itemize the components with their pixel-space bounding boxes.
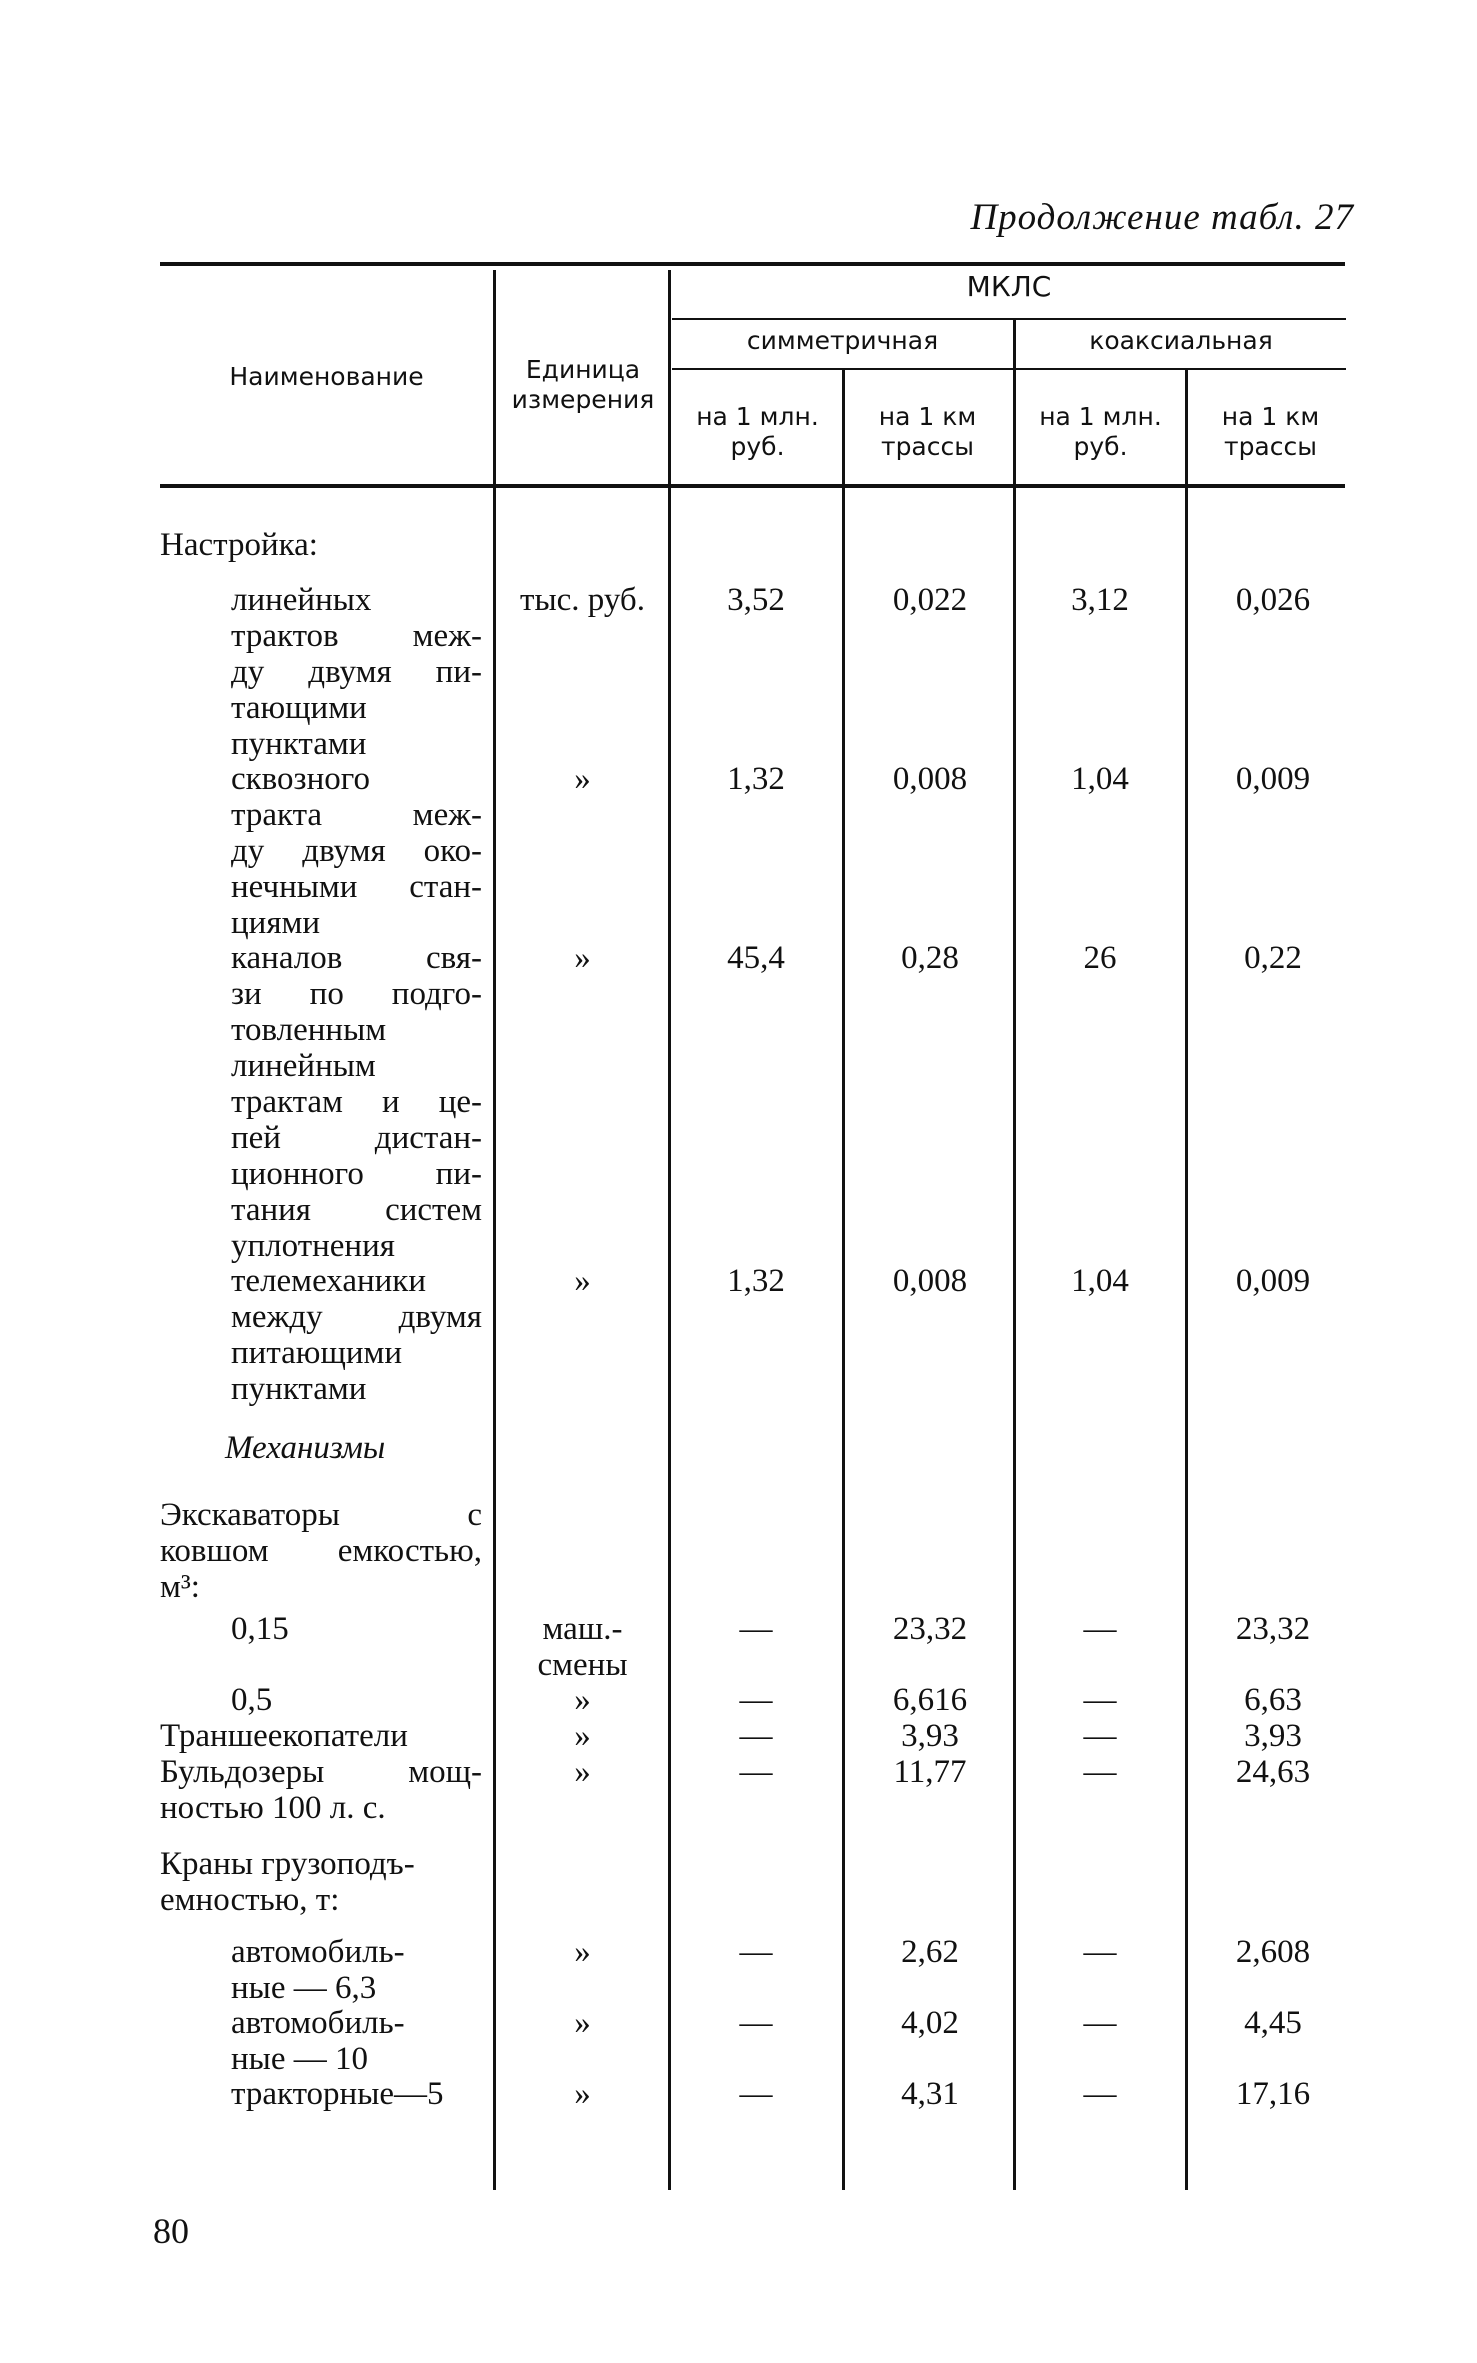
- cell-value: 3,12: [1071, 582, 1129, 618]
- table-caption: Продолжение табл. 27: [970, 197, 1354, 238]
- cell-value: —: [1083, 1934, 1117, 1970]
- header-bottom-rule: [160, 484, 1345, 488]
- row-name-crane-auto-10: автомобиль- ные — 10: [231, 2005, 405, 2077]
- header-coax-per-mln: на 1 млн. руб.: [1039, 402, 1162, 461]
- cell-value: 23,32: [892, 1611, 968, 1647]
- row-unit: маш.-смены: [537, 1611, 628, 1683]
- cell-value: 3,93: [901, 1718, 959, 1754]
- cell-value: 1,32: [727, 761, 785, 797]
- cell-value: 1,04: [1071, 1263, 1129, 1299]
- cell-value: 2,62: [901, 1934, 959, 1970]
- row-unit: »: [574, 1718, 591, 1754]
- cell-value: 2,608: [1235, 1934, 1311, 1970]
- cell-value: 24,63: [1235, 1754, 1311, 1790]
- row-unit: »: [574, 2076, 591, 2112]
- row-name-telemechanics: телемеханики между двумя питающими пунктами: [231, 1263, 482, 1407]
- cell-value: 6,63: [1244, 1682, 1302, 1718]
- row-name-bulldozers: Бульдозеры мощ- ностью 100 л. с.: [160, 1754, 482, 1826]
- cell-value: 0,28: [901, 940, 959, 976]
- row-unit: »: [574, 1934, 591, 1970]
- cell-value: —: [1083, 1718, 1117, 1754]
- cell-value: 6,616: [892, 1682, 968, 1718]
- header-symmetric: симметричная: [746, 326, 939, 355]
- page-number: 80: [153, 2211, 189, 2251]
- cell-value: 4,02: [901, 2005, 959, 2041]
- col-divider-name: [493, 270, 496, 2190]
- cell-value: 23,32: [1235, 1611, 1311, 1647]
- cell-value: —: [739, 2076, 773, 2112]
- row-name-crane-auto-63: автомобиль- ные — 6,3: [231, 1934, 405, 2006]
- cell-value: 1,04: [1071, 761, 1129, 797]
- header-sym-per-mln: на 1 млн. руб.: [696, 402, 819, 461]
- cell-value: —: [739, 1611, 773, 1647]
- row-name-linear: линейных трактов меж- ду двумя пи- тающими пунктами: [231, 582, 482, 762]
- row-unit: »: [574, 940, 591, 976]
- row-unit: тыс. руб.: [520, 582, 645, 618]
- row-unit: »: [574, 1263, 591, 1299]
- header-name: Наименование: [229, 362, 424, 391]
- group-rule: [672, 318, 1346, 320]
- col-divider-unit: [668, 270, 671, 2190]
- cell-value: —: [1083, 2076, 1117, 2112]
- row-name-through: сквозного тракта меж- ду двумя око- нечными стан- циями: [231, 761, 482, 941]
- cell-value: —: [739, 1682, 773, 1718]
- cell-value: —: [739, 1718, 773, 1754]
- cell-value: 0,009: [1235, 761, 1311, 797]
- cell-value: 0,008: [892, 1263, 968, 1299]
- cell-value: 0,022: [892, 582, 968, 618]
- cell-value: —: [739, 1754, 773, 1790]
- subgroup-rule: [672, 368, 1346, 370]
- top-rule: [160, 262, 1345, 266]
- row-name-excavator-05: 0,5: [231, 1682, 273, 1718]
- cell-value: 45,4: [727, 940, 785, 976]
- cell-value: —: [739, 2005, 773, 2041]
- header-coax-per-km: на 1 км трассы: [1221, 402, 1320, 461]
- header-group: МКЛС: [966, 270, 1052, 303]
- cell-value: —: [1083, 1754, 1117, 1790]
- cell-value: 1,32: [727, 1263, 785, 1299]
- section-heading: Механизмы: [225, 1430, 386, 1466]
- row-unit: »: [574, 2005, 591, 2041]
- cell-value: 4,31: [901, 2076, 959, 2112]
- header-sym-per-km: на 1 км трассы: [878, 402, 977, 461]
- row-name-excavators: Экскаваторы с ковшом емкостью, м³:: [160, 1497, 482, 1605]
- cell-value: —: [1083, 1682, 1117, 1718]
- cell-value: 3,52: [727, 582, 785, 618]
- header-coaxial: коаксиальная: [1089, 326, 1273, 355]
- cell-value: 0,22: [1244, 940, 1302, 976]
- cell-value: 0,008: [892, 761, 968, 797]
- row-unit: »: [574, 761, 591, 797]
- cell-value: —: [739, 1934, 773, 1970]
- row-name-crane-tractor-5: тракторные—5: [231, 2076, 444, 2112]
- cell-value: —: [1083, 1611, 1117, 1647]
- row-unit: »: [574, 1754, 591, 1790]
- row-unit: »: [574, 1682, 591, 1718]
- cell-value: 26: [1083, 940, 1117, 976]
- row-name-cranes: Краны грузоподъ- емностью, т:: [160, 1846, 415, 1918]
- header-unit: Единица измерения: [511, 355, 655, 414]
- cell-value: —: [1083, 2005, 1117, 2041]
- cell-value: 17,16: [1235, 2076, 1311, 2112]
- cell-value: 3,93: [1244, 1718, 1302, 1754]
- cell-value: 4,45: [1244, 2005, 1302, 2041]
- row-name-channels: каналов свя- зи по подго- товленным линейным трактам и це- пей дистан- ционного пи- тания систем уплотнения: [231, 940, 482, 1264]
- row-name-trenchers: Траншеекопатели: [160, 1718, 408, 1754]
- row-name-excavator-015: 0,15: [231, 1611, 289, 1647]
- cell-value: 0,026: [1235, 582, 1311, 618]
- cell-value: 0,009: [1235, 1263, 1311, 1299]
- cell-value: 11,77: [893, 1754, 967, 1790]
- row-name-nastroyka: Настройка:: [160, 527, 318, 563]
